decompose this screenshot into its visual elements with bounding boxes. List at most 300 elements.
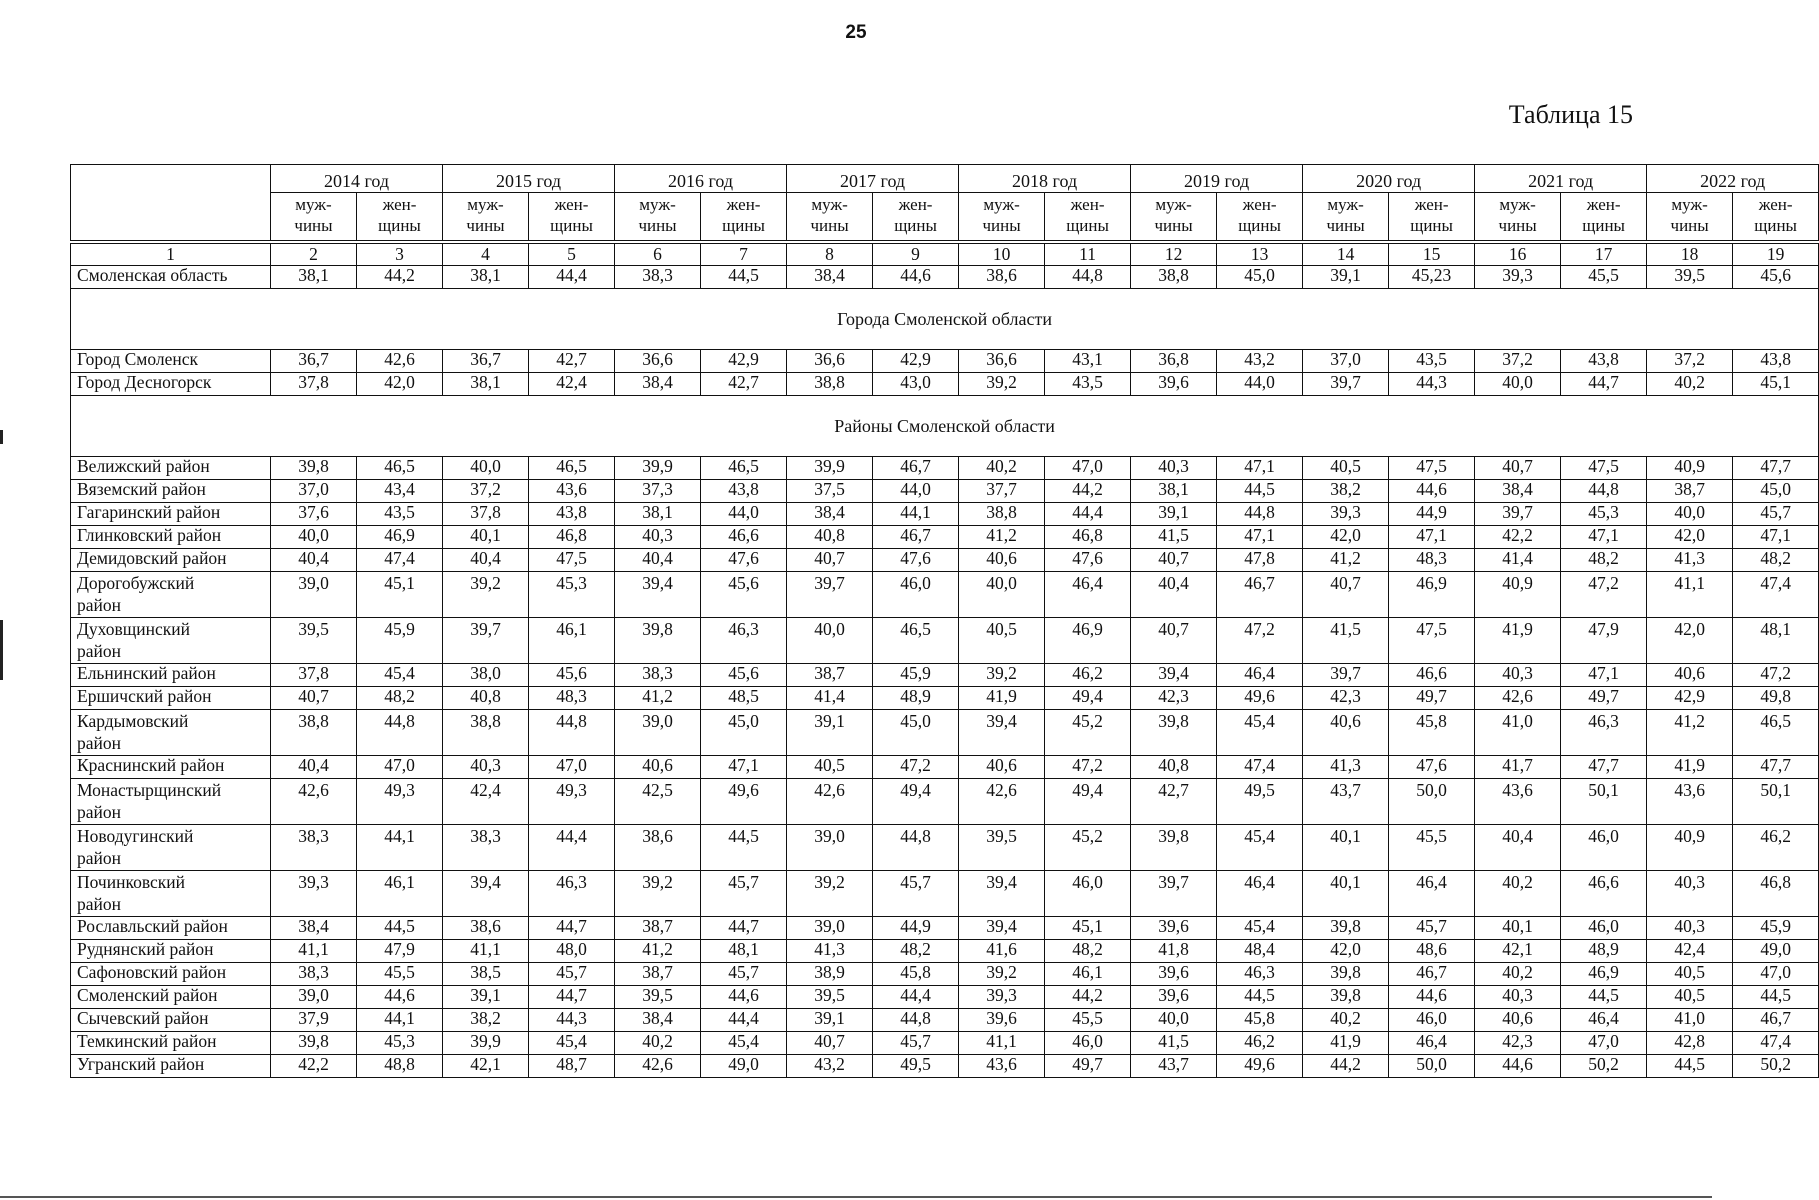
- women-value: 46,8: [1045, 526, 1131, 549]
- women-value: 47,2: [1045, 756, 1131, 779]
- men-value: 39,0: [271, 572, 357, 618]
- women-value: 45,9: [873, 664, 959, 687]
- women-value: 44,8: [1217, 503, 1303, 526]
- column-number: 12: [1131, 244, 1217, 266]
- women-value: 44,1: [357, 1009, 443, 1032]
- men-value: 44,2: [1303, 1055, 1389, 1078]
- page-number: 25: [845, 22, 867, 43]
- statistics-table: [70, 164, 1819, 1078]
- table-caption: Таблица 15: [1508, 100, 1633, 129]
- women-value: 44,1: [873, 503, 959, 526]
- women-value: 44,4: [529, 825, 615, 871]
- table-row: [71, 940, 1819, 963]
- women-value: 46,4: [1561, 1009, 1647, 1032]
- women-value: 47,4: [357, 549, 443, 572]
- women-value: 46,0: [873, 572, 959, 618]
- women-value: 42,7: [701, 373, 787, 396]
- district-name: Демидовский район: [71, 549, 271, 572]
- men-value: 40,7: [1131, 618, 1217, 664]
- men-value: 38,7: [615, 917, 701, 940]
- women-value: 49,6: [1217, 1055, 1303, 1078]
- women-value: 46,0: [1045, 871, 1131, 917]
- women-value: 47,2: [1561, 572, 1647, 618]
- men-value: 40,6: [1647, 664, 1733, 687]
- women-value: 43,8: [701, 480, 787, 503]
- men-value: 36,7: [443, 350, 529, 373]
- men-value: 41,3: [1303, 756, 1389, 779]
- women-value: 46,7: [1733, 1009, 1819, 1032]
- women-value: 46,1: [357, 871, 443, 917]
- women-value: 44,3: [1389, 373, 1475, 396]
- men-value: 38,5: [443, 963, 529, 986]
- women-value: 47,0: [1045, 457, 1131, 480]
- women-value: 49,7: [1389, 687, 1475, 710]
- men-value: 41,6: [959, 940, 1045, 963]
- men-value: 41,3: [787, 940, 873, 963]
- men-value: 39,7: [1131, 871, 1217, 917]
- men-value: 40,3: [1475, 986, 1561, 1009]
- district-name: Рославльский район: [71, 917, 271, 940]
- women-value: 44,5: [1217, 986, 1303, 1009]
- women-value: 45,7: [701, 963, 787, 986]
- women-value: 47,6: [873, 549, 959, 572]
- women-value: 46,5: [529, 457, 615, 480]
- men-value: 41,0: [1647, 1009, 1733, 1032]
- men-value: 38,2: [443, 1009, 529, 1032]
- women-value: 46,0: [1561, 825, 1647, 871]
- men-value: 39,3: [1475, 266, 1561, 289]
- women-value: 45,7: [1733, 503, 1819, 526]
- women-value: 46,7: [873, 526, 959, 549]
- women-value: 43,6: [529, 480, 615, 503]
- column-number: 6: [615, 244, 701, 266]
- women-value: 46,7: [873, 457, 959, 480]
- women-value: 48,1: [701, 940, 787, 963]
- men-value: 38,1: [1131, 480, 1217, 503]
- district-name: Велижский район: [71, 457, 271, 480]
- men-value: 39,7: [787, 572, 873, 618]
- men-value: 40,7: [1475, 457, 1561, 480]
- men-value: 39,8: [1303, 986, 1389, 1009]
- men-value: 40,9: [1475, 572, 1561, 618]
- column-number: 2: [271, 244, 357, 266]
- men-value: 42,0: [1647, 526, 1733, 549]
- women-value: 47,0: [357, 756, 443, 779]
- column-number: 11: [1045, 244, 1131, 266]
- women-value: 44,6: [873, 266, 959, 289]
- women-value: 46,0: [1045, 1032, 1131, 1055]
- men-value: 39,1: [1303, 266, 1389, 289]
- men-subheader: муж- чины: [1303, 193, 1389, 241]
- women-value: 46,1: [529, 618, 615, 664]
- women-value: 45,0: [873, 710, 959, 756]
- women-value: 48,2: [357, 687, 443, 710]
- women-value: 48,4: [1217, 940, 1303, 963]
- men-value: 40,5: [787, 756, 873, 779]
- men-value: 42,7: [1131, 779, 1217, 825]
- men-value: 38,8: [443, 710, 529, 756]
- women-subheader: жен- щины: [873, 193, 959, 241]
- women-value: 44,4: [873, 986, 959, 1009]
- women-value: 44,6: [1389, 480, 1475, 503]
- section-heading: Города Смоленской области: [71, 289, 1819, 350]
- men-value: 39,8: [271, 1032, 357, 1055]
- women-value: 45,7: [701, 871, 787, 917]
- column-number: 10: [959, 244, 1045, 266]
- women-value: 47,6: [1389, 756, 1475, 779]
- women-value: 47,7: [1733, 756, 1819, 779]
- men-value: 40,0: [443, 457, 529, 480]
- district-name: Сафоновский район: [71, 963, 271, 986]
- men-value: 37,2: [1475, 350, 1561, 373]
- column-number: 16: [1475, 244, 1561, 266]
- women-value: 44,5: [357, 917, 443, 940]
- women-value: 47,7: [1733, 457, 1819, 480]
- men-value: 39,0: [615, 710, 701, 756]
- men-value: 37,2: [443, 480, 529, 503]
- women-value: 46,4: [1217, 664, 1303, 687]
- women-value: 45,0: [1217, 266, 1303, 289]
- table-row: [71, 266, 1819, 289]
- men-value: 40,2: [959, 457, 1045, 480]
- men-value: 37,7: [959, 480, 1045, 503]
- women-value: 44,8: [1045, 266, 1131, 289]
- women-value: 45,1: [357, 572, 443, 618]
- women-value: 49,6: [1217, 687, 1303, 710]
- women-value: 47,4: [1217, 756, 1303, 779]
- men-value: 41,5: [1131, 1032, 1217, 1055]
- men-value: 42,6: [271, 779, 357, 825]
- men-value: 39,6: [1131, 963, 1217, 986]
- men-value: 38,0: [443, 664, 529, 687]
- women-value: 44,9: [873, 917, 959, 940]
- men-value: 41,1: [271, 940, 357, 963]
- men-value: 39,8: [271, 457, 357, 480]
- women-value: 48,9: [1561, 940, 1647, 963]
- men-value: 40,4: [1475, 825, 1561, 871]
- women-value: 45,7: [873, 1032, 959, 1055]
- women-value: 43,1: [1045, 350, 1131, 373]
- women-subheader: жен- щины: [1045, 193, 1131, 241]
- men-value: 42,0: [1647, 618, 1733, 664]
- men-value: 40,0: [959, 572, 1045, 618]
- women-value: 48,2: [873, 940, 959, 963]
- table-row: [71, 503, 1819, 526]
- women-value: 44,5: [1733, 986, 1819, 1009]
- men-value: 39,0: [787, 917, 873, 940]
- table-row: [71, 350, 1819, 373]
- year-header: 2014 год: [271, 165, 443, 193]
- women-value: 45,5: [1389, 825, 1475, 871]
- men-value: 38,7: [787, 664, 873, 687]
- column-number: 3: [357, 244, 443, 266]
- men-value: 38,4: [615, 373, 701, 396]
- men-value: 40,0: [1475, 373, 1561, 396]
- year-header: 2018 год: [959, 165, 1131, 193]
- men-value: 40,2: [1647, 373, 1733, 396]
- men-value: 41,2: [1303, 549, 1389, 572]
- men-value: 44,5: [1647, 1055, 1733, 1078]
- men-value: 41,0: [1475, 710, 1561, 756]
- men-value: 38,6: [443, 917, 529, 940]
- women-value: 46,5: [1733, 710, 1819, 756]
- district-name: Монастырщинский район: [71, 779, 271, 825]
- men-value: 39,4: [959, 710, 1045, 756]
- men-value: 39,8: [1131, 710, 1217, 756]
- women-value: 42,7: [529, 350, 615, 373]
- women-value: 45,4: [1217, 710, 1303, 756]
- men-value: 38,2: [1303, 480, 1389, 503]
- women-value: 47,8: [1217, 549, 1303, 572]
- men-value: 40,4: [615, 549, 701, 572]
- men-value: 39,8: [1131, 825, 1217, 871]
- men-value: 39,2: [615, 871, 701, 917]
- district-name: Смоленская область: [71, 266, 271, 289]
- men-value: 40,4: [1131, 572, 1217, 618]
- women-value: 45,5: [1045, 1009, 1131, 1032]
- women-value: 45,6: [701, 664, 787, 687]
- women-value: 46,3: [529, 871, 615, 917]
- men-value: 39,2: [959, 963, 1045, 986]
- women-value: 50,2: [1733, 1055, 1819, 1078]
- men-value: 38,6: [959, 266, 1045, 289]
- year-header: 2021 год: [1475, 165, 1647, 193]
- women-value: 45,3: [529, 572, 615, 618]
- men-value: 40,1: [443, 526, 529, 549]
- men-value: 37,9: [271, 1009, 357, 1032]
- women-value: 45,6: [701, 572, 787, 618]
- women-value: 49,7: [1561, 687, 1647, 710]
- men-value: 37,5: [787, 480, 873, 503]
- men-value: 39,6: [1131, 986, 1217, 1009]
- men-value: 41,3: [1647, 549, 1733, 572]
- men-value: 39,7: [1303, 664, 1389, 687]
- men-value: 40,5: [1303, 457, 1389, 480]
- women-subheader: жен- щины: [1561, 193, 1647, 241]
- table-row: [71, 373, 1819, 396]
- women-value: 47,5: [1389, 618, 1475, 664]
- women-value: 50,1: [1561, 779, 1647, 825]
- women-value: 47,4: [1733, 572, 1819, 618]
- women-value: 44,1: [357, 825, 443, 871]
- men-value: 40,7: [1131, 549, 1217, 572]
- men-value: 42,3: [1475, 1032, 1561, 1055]
- men-value: 36,6: [959, 350, 1045, 373]
- year-header: 2016 год: [615, 165, 787, 193]
- women-value: 44,5: [701, 266, 787, 289]
- women-value: 46,0: [1561, 917, 1647, 940]
- women-value: 46,2: [1733, 825, 1819, 871]
- women-value: 43,2: [1217, 350, 1303, 373]
- men-value: 40,2: [1475, 871, 1561, 917]
- table-row: [71, 687, 1819, 710]
- men-value: 39,2: [787, 871, 873, 917]
- women-value: 45,2: [1045, 825, 1131, 871]
- women-value: 47,6: [701, 549, 787, 572]
- table-row: [71, 917, 1819, 940]
- women-value: 45,1: [1045, 917, 1131, 940]
- men-value: 40,6: [1303, 710, 1389, 756]
- men-value: 36,7: [271, 350, 357, 373]
- men-value: 42,1: [1475, 940, 1561, 963]
- women-value: 50,2: [1561, 1055, 1647, 1078]
- men-value: 42,0: [1303, 940, 1389, 963]
- district-name: Гагаринский район: [71, 503, 271, 526]
- men-value: 39,6: [1131, 917, 1217, 940]
- women-value: 46,5: [701, 457, 787, 480]
- women-value: 47,9: [1561, 618, 1647, 664]
- women-subheader: жен- щины: [1217, 193, 1303, 241]
- women-value: 50,0: [1389, 779, 1475, 825]
- women-value: 47,1: [1561, 526, 1647, 549]
- women-value: 47,2: [1733, 664, 1819, 687]
- men-value: 40,3: [615, 526, 701, 549]
- men-subheader: муж- чины: [1647, 193, 1733, 241]
- women-subheader: жен- щины: [1389, 193, 1475, 241]
- men-value: 40,0: [271, 526, 357, 549]
- men-value: 38,9: [787, 963, 873, 986]
- women-value: 43,4: [357, 480, 443, 503]
- men-value: 41,2: [615, 687, 701, 710]
- women-value: 43,8: [529, 503, 615, 526]
- men-value: 41,9: [959, 687, 1045, 710]
- women-value: 46,4: [1217, 871, 1303, 917]
- men-value: 39,5: [959, 825, 1045, 871]
- table-row: [71, 549, 1819, 572]
- women-value: 48,8: [357, 1055, 443, 1078]
- women-value: 47,1: [1561, 664, 1647, 687]
- men-value: 40,3: [1647, 917, 1733, 940]
- men-value: 43,6: [1475, 779, 1561, 825]
- women-value: 44,5: [1217, 480, 1303, 503]
- women-value: 49,6: [701, 779, 787, 825]
- women-value: 46,4: [1045, 572, 1131, 618]
- men-value: 41,9: [1475, 618, 1561, 664]
- women-value: 46,8: [1733, 871, 1819, 917]
- women-value: 46,4: [1389, 871, 1475, 917]
- men-value: 39,7: [1303, 373, 1389, 396]
- men-value: 36,6: [615, 350, 701, 373]
- column-number: 9: [873, 244, 959, 266]
- column-number: 17: [1561, 244, 1647, 266]
- men-value: 41,1: [1647, 572, 1733, 618]
- men-value: 40,9: [1647, 457, 1733, 480]
- men-subheader: муж- чины: [1131, 193, 1217, 241]
- women-value: 49,3: [529, 779, 615, 825]
- women-value: 48,2: [1561, 549, 1647, 572]
- women-value: 49,0: [1733, 940, 1819, 963]
- table-row: [71, 457, 1819, 480]
- table-row: [71, 710, 1819, 756]
- men-value: 41,8: [1131, 940, 1217, 963]
- women-value: 46,5: [873, 618, 959, 664]
- district-name: Ельнинский район: [71, 664, 271, 687]
- district-name: Дорогобужский район: [71, 572, 271, 618]
- men-value: 38,4: [787, 266, 873, 289]
- men-value: 39,2: [443, 572, 529, 618]
- men-value: 40,3: [1647, 871, 1733, 917]
- women-subheader: жен- щины: [701, 193, 787, 241]
- women-value: 43,5: [1389, 350, 1475, 373]
- men-value: 42,6: [615, 1055, 701, 1078]
- women-value: 50,1: [1733, 779, 1819, 825]
- women-value: 45,3: [357, 1032, 443, 1055]
- men-value: 38,8: [787, 373, 873, 396]
- column-number: 1: [71, 244, 271, 266]
- men-value: 39,4: [959, 871, 1045, 917]
- women-value: 50,0: [1389, 1055, 1475, 1078]
- scan-edge-mark: [0, 1196, 1712, 1198]
- women-value: 44,4: [529, 266, 615, 289]
- year-header: 2015 год: [443, 165, 615, 193]
- women-value: 47,5: [1389, 457, 1475, 480]
- women-value: 44,7: [701, 917, 787, 940]
- year-header: 2020 год: [1303, 165, 1475, 193]
- women-value: 45,1: [1733, 373, 1819, 396]
- district-name: Темкинский район: [71, 1032, 271, 1055]
- table-row: [71, 986, 1819, 1009]
- table-row: [71, 871, 1819, 917]
- men-value: 38,3: [271, 825, 357, 871]
- women-value: 46,8: [529, 526, 615, 549]
- women-value: 48,5: [701, 687, 787, 710]
- women-value: 47,1: [1217, 526, 1303, 549]
- men-value: 42,6: [787, 779, 873, 825]
- year-header: 2019 год: [1131, 165, 1303, 193]
- men-value: 42,4: [443, 779, 529, 825]
- men-value: 43,7: [1131, 1055, 1217, 1078]
- women-value: 44,9: [1389, 503, 1475, 526]
- men-value: 39,6: [959, 1009, 1045, 1032]
- men-value: 40,2: [615, 1032, 701, 1055]
- men-value: 38,4: [787, 503, 873, 526]
- table-row: [71, 526, 1819, 549]
- women-value: 42,9: [701, 350, 787, 373]
- men-value: 40,6: [1475, 1009, 1561, 1032]
- women-value: 46,2: [1045, 664, 1131, 687]
- men-value: 39,9: [787, 457, 873, 480]
- women-value: 45,0: [1733, 480, 1819, 503]
- men-value: 39,5: [615, 986, 701, 1009]
- women-value: 42,9: [873, 350, 959, 373]
- men-value: 38,8: [1131, 266, 1217, 289]
- women-value: 43,8: [1733, 350, 1819, 373]
- men-value: 39,8: [615, 618, 701, 664]
- women-value: 43,8: [1561, 350, 1647, 373]
- women-value: 45,23: [1389, 266, 1475, 289]
- women-value: 49,7: [1045, 1055, 1131, 1078]
- women-value: 46,9: [1389, 572, 1475, 618]
- men-value: 39,1: [787, 1009, 873, 1032]
- men-value: 39,1: [787, 710, 873, 756]
- women-value: 49,3: [357, 779, 443, 825]
- men-value: 39,8: [1303, 963, 1389, 986]
- women-value: 42,6: [357, 350, 443, 373]
- women-value: 46,0: [1389, 1009, 1475, 1032]
- men-value: 40,5: [1647, 986, 1733, 1009]
- table-row: [71, 664, 1819, 687]
- women-value: 44,8: [529, 710, 615, 756]
- table-row: [71, 618, 1819, 664]
- women-value: 43,5: [1045, 373, 1131, 396]
- column-number: 19: [1733, 244, 1819, 266]
- women-value: 47,1: [701, 756, 787, 779]
- women-value: 47,6: [1045, 549, 1131, 572]
- men-value: 38,1: [443, 266, 529, 289]
- men-value: 39,4: [615, 572, 701, 618]
- men-value: 39,0: [271, 986, 357, 1009]
- women-subheader: жен- щины: [1733, 193, 1819, 241]
